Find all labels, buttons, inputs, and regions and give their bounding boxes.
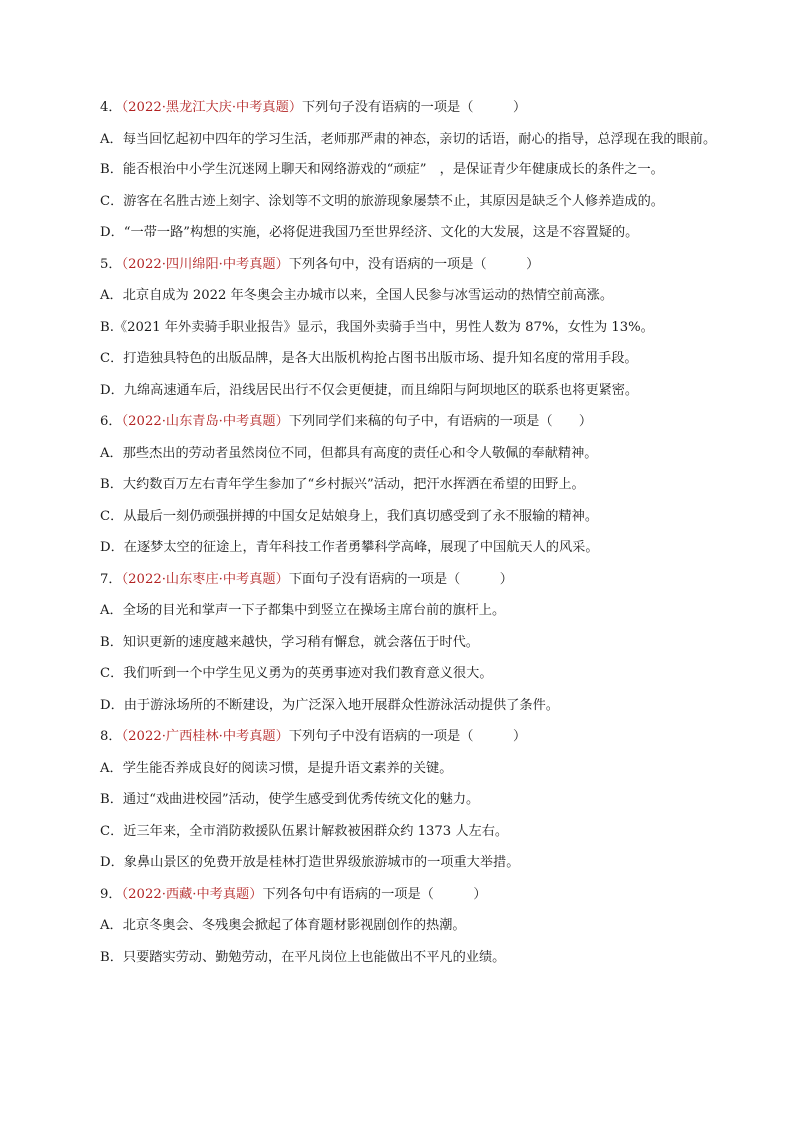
question-5-option-c: C．打造独具特色的出版品牌，是各大出版机构抢占图书出版市场、提升知名度的常用手段。 — [100, 351, 638, 366]
question-4-option-d: D．“一带一路”构想的实施，必将促进我国乃至世界经济、文化的大发展，这是不容置疑的。 — [100, 225, 639, 240]
question-source-close: ） — [249, 886, 263, 902]
question-stem: 下列各句中，没有语病的一项是（ ） — [288, 256, 540, 272]
question-8-header — [100, 728, 724, 746]
question-4-option-c: C．游客在名胜古迹上刻字、涂划等不文明的旅游现象屡禁不止，其原因是缺乏个人修养造成的。 — [100, 193, 664, 209]
question-source: 2022·山东青岛·中考真题 — [128, 414, 276, 429]
question-source-open: （ — [121, 729, 129, 744]
question-source-open: （ — [121, 414, 129, 429]
question-source: 2022·四川绵阳·中考真题 — [128, 256, 276, 272]
question-source: 2022·黑龙江大庆·中考真题 — [128, 100, 289, 115]
question-number: 5． — [100, 256, 122, 272]
question-6-option-d: D．在逐梦太空的征途上，青年科技工作者勇攀科学高峰，展现了中国航天人的风采。 — [100, 540, 599, 555]
question-5-header — [100, 256, 724, 274]
question-source-open: （ — [121, 256, 129, 272]
question-number: 4． — [100, 100, 122, 115]
question-8-option-d: D．象鼻山景区的免费开放是桂林打造世界级旅游城市的一项重大举措。 — [100, 855, 520, 870]
question-source-open: （ — [121, 100, 129, 115]
question-list — [100, 99, 724, 980]
question-source-close: ） — [275, 571, 289, 587]
question-5-option-b: B.《2021 年外卖骑手职业报告》显示，我国外卖骑手当中，男性人数为 87%，女性为 13%。 — [100, 319, 654, 335]
question-source: 2022·广西桂林·中考真题 — [128, 729, 276, 744]
question-5-option-d: D．九绵高速通车后，沿线居民出行不仅会更便捷，而且绵阳与阿坝地区的联系也将更紧密。 — [100, 382, 639, 398]
question-source-close: ） — [288, 100, 302, 115]
question-7-option-c: C．我们听到一个中学生见义勇为的英勇事迹对我们教育意义很大。 — [100, 666, 493, 681]
question-source-open: （ — [121, 571, 129, 587]
question-number: 7． — [100, 571, 122, 587]
question-7-header — [100, 571, 724, 589]
question-source-close: ） — [275, 414, 289, 429]
question-7-option-b: B．知识更新的速度越来越快，学习稍有懈怠，就会落伍于时代。 — [100, 634, 479, 650]
question-6-option-c: C．从最后一刻仍顽强拼搏的中国女足姑娘身上，我们真切感受到了永不服输的精神。 — [100, 508, 599, 524]
question-6-header — [100, 413, 724, 431]
question-6-option-b: B．大约数百万左右青年学生参加了“乡村振兴”活动，把汗水挥洒在希望的田野上。 — [100, 477, 585, 492]
question-9-option-b: B．只要踏实劳动、勤勉劳动，在平凡岗位上也能做出不平凡的业绩。 — [100, 949, 506, 965]
question-source-open: （ — [121, 886, 129, 902]
question-9-option-a: A．北京冬奥会、冬残奥会掀起了体育题材影视剧创作的热潮。 — [100, 918, 466, 933]
question-4-option-a: A．每当回忆起初中四年的学习生活，老师那严肃的神态，亲切的话语，耐心的指导，总浮现在我的眼前。 — [100, 131, 717, 147]
question-4-header — [100, 99, 724, 117]
question-6-option-a: A．那些杰出的劳动者虽然岗位不同，但都具有高度的责任心和令人敬佩的奉献精神。 — [100, 445, 598, 461]
question-stem: 下面句子没有语病的一项是（ ） — [288, 571, 513, 587]
question-stem: 下列句子中没有语病的一项是（ ） — [288, 729, 527, 744]
question-4-option-b: B．能否根治中小学生沉迷网上聊天和网络游戏的“顽症” ，是保证青少年健康成长的条件之一。 — [100, 162, 664, 177]
question-source: 2022·山东枣庄·中考真题 — [128, 571, 276, 587]
question-stem: 下列各句中有语病的一项是（ ） — [262, 886, 487, 902]
question-8-option-b: B．通过“戏曲进校园”活动，使学生感受到优秀传统文化的魅力。 — [100, 792, 480, 807]
question-stem: 下列句子没有语病的一项是（ ） — [302, 100, 527, 115]
question-8-option-c: C．近三年来，全市消防救援队伍累计解救被困群众约 1373 人左右。 — [100, 823, 509, 839]
question-number: 9． — [100, 886, 122, 902]
question-stem: 下列同学们来稿的句子中，有语病的一项是（ ） — [288, 414, 593, 429]
question-5-option-a: A．北京自成为 2022 年冬奥会主办城市以来，全国人民参与冰雪运动的热情空前高涨。 — [100, 288, 614, 303]
question-number: 8． — [100, 729, 122, 744]
question-source: 2022·西藏·中考真题 — [128, 886, 250, 902]
question-7-option-d: D．由于游泳场所的不断建设，为广泛深入地开展群众性游泳活动提供了条件。 — [100, 697, 559, 713]
question-7-option-a: A．全场的目光和掌声一下子都集中到竖立在操场主席台前的旗杆上。 — [100, 603, 506, 618]
question-8-option-a: A．学生能否养成良好的阅读习惯，是提升语文素养的关键。 — [100, 760, 453, 776]
question-number: 6． — [100, 414, 122, 429]
question-source-close: ） — [275, 729, 289, 744]
question-source-close: ） — [275, 256, 289, 272]
question-9-header — [100, 886, 724, 904]
